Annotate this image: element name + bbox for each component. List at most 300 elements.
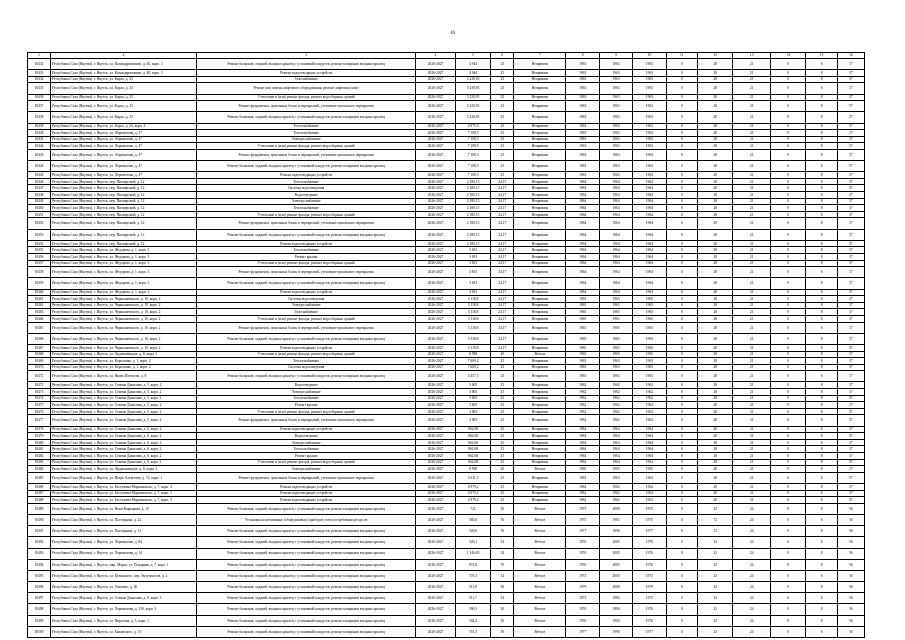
table-cell: Республика Саха (Якутия), г. Якутск, пер. Пионерский, д. 12 (50, 178, 196, 185)
column-number: 12 (697, 53, 732, 59)
table-cell: 2026-2027 (416, 267, 456, 278)
table-cell: 1962 (566, 408, 599, 415)
table-cell: 1977 (566, 626, 599, 637)
table-cell: 1964 (566, 218, 599, 229)
table-cell: 8 (806, 371, 837, 382)
table-row (28, 76, 865, 83)
table-cell: 21 (733, 408, 771, 415)
table-cell: 18484 (28, 466, 51, 473)
table-cell: 0 (770, 351, 805, 358)
column-number: 5 (455, 53, 490, 59)
table-cell: 18452 (28, 218, 51, 229)
table-cell: 8 (806, 76, 837, 83)
table-cell: 1964 (566, 260, 599, 267)
table-cell: 862,68 (455, 453, 490, 460)
table-cell: Неприватн (514, 289, 566, 296)
column-number: 1 (28, 53, 51, 59)
table-cell: 57 (837, 123, 864, 130)
table-row (28, 172, 865, 179)
table-cell: 1962 (566, 389, 599, 396)
table-cell: 8 (806, 59, 837, 70)
table-cell: 0 (666, 626, 697, 637)
table-cell: 2026-2027 (416, 497, 456, 504)
table-cell: 1964 (633, 218, 666, 229)
table-cell: 2026-2027 (416, 198, 456, 205)
table-cell: 18476 (28, 408, 51, 415)
table-row (28, 426, 865, 433)
table-cell: 57 (837, 389, 864, 396)
table-cell: 18453 (28, 229, 51, 240)
table-cell: 30 (491, 604, 514, 615)
table-cell: Республика Саха (Якутия), г. Якутск, ул. Чернышевского, д. 10, корп. 2 (50, 309, 196, 316)
table-cell: Неприватн (514, 178, 566, 185)
table-cell: 1963 (599, 112, 632, 123)
table-cell: 520,6 (455, 526, 490, 537)
table-cell: 5 230,93 (455, 101, 490, 112)
table-cell: 1964 (566, 426, 599, 433)
table-row (28, 254, 865, 261)
table-cell: 25 (491, 149, 514, 160)
table-cell: 18432 (28, 59, 51, 70)
table-cell: 2026-2027 (416, 358, 456, 365)
table-cell: Республика Саха (Якутия), г. Якутск, ул. Фёдорова, д. 1, корп. 3 (50, 267, 196, 278)
table-cell: 21 (733, 205, 771, 212)
table-cell: 1964 (566, 178, 599, 185)
table-cell: 3 653 (455, 267, 490, 278)
table-cell: Ремонт балконов, лоджий, входных крылец с установкой пандусов, ремонт козырьков входных крылец (197, 559, 416, 570)
table-cell: 57 (837, 364, 864, 371)
table-cell: 56 (837, 570, 864, 581)
table-cell: Неприватн (514, 254, 566, 261)
table-cell: 0 (666, 192, 697, 199)
table-cell: 0 (666, 358, 697, 365)
table-cell: Ремонт фундамента, цокольных балок и перекрытий, утепление цокольного перекрытия (197, 415, 416, 426)
table-cell: 3 118,8 (455, 333, 490, 344)
table-cell: Ремонт крыши (197, 254, 416, 261)
table-cell: 8 (806, 415, 837, 426)
table-cell: Ветхое (514, 503, 566, 514)
table-cell: 0 (770, 302, 805, 309)
table-cell: Электроснабжение (197, 198, 416, 205)
table-cell: 1963 (633, 112, 666, 123)
table-cell: Республика Саха (Якутия), г. Якутск, ул. Карла, д. 23 (50, 83, 196, 94)
table-cell: 21 (733, 302, 771, 309)
table-cell: 1964 (599, 218, 632, 229)
table-cell: Ветхое (514, 604, 566, 615)
capital-repair-table (27, 52, 865, 638)
table-cell: 0 (770, 446, 805, 453)
table-cell: Ремонт водоотводящих устройств (197, 70, 416, 77)
table-cell: Республика Саха (Якутия), г. Якутск, ул. Лермонтова, д. 47 (50, 161, 196, 172)
table-row (28, 218, 865, 229)
table-cell: Неприватн (514, 267, 566, 278)
table-cell: Неприватн (514, 322, 566, 333)
table-row (28, 296, 865, 303)
table-cell: 0 (666, 593, 697, 604)
table-cell: Неприватн (514, 278, 566, 289)
table-cell: 24 (733, 537, 771, 548)
column-number: 9 (599, 53, 632, 59)
table-cell: 0 (770, 626, 805, 637)
table-cell: 28 (697, 415, 732, 426)
table-cell: 3 653 (455, 254, 490, 261)
table-cell: Республика Саха (Якутия), г. Якутск, ул. Бестужева-Марлинского, д. 7, корп. 3 (50, 497, 196, 504)
table-cell: Газоснабжение (197, 76, 416, 83)
table-cell: 8 (806, 185, 837, 192)
table-cell: 28 (697, 112, 732, 123)
table-cell: Ветхое (514, 626, 566, 637)
table-cell: 2026-2027 (416, 503, 456, 514)
table-row (28, 415, 865, 426)
table-cell: 0 (666, 408, 697, 415)
table-cell: 0 (666, 309, 697, 316)
table-cell: 32 (697, 570, 732, 581)
table-cell: 25 (491, 395, 514, 402)
table-cell: 57 (837, 333, 864, 344)
table-cell: Неприватн (514, 302, 566, 309)
table-cell: 8 598 (455, 351, 490, 358)
table-cell: 1965 (566, 351, 599, 358)
table-cell: 1964 (633, 185, 666, 192)
table-cell: 34 (491, 570, 514, 581)
table-cell: 24,17 (491, 344, 514, 351)
table-cell: 57 (837, 358, 864, 365)
table-cell: 551,5 (455, 626, 490, 637)
table-cell: Республика Саха (Якутия), г. Якутск, ул. Семена Данилова, д. 5, корп. 2 (50, 389, 196, 396)
table-row (28, 315, 865, 322)
table-cell: 57 (837, 453, 864, 460)
table-cell: 1964 (599, 267, 632, 278)
table-cell: 0 (770, 185, 805, 192)
table-cell: 2008 (599, 582, 632, 593)
table-cell: Республика Саха (Якутия), г. Якутск, ул. Орджоникидзе, д. 8, корп. 1 (50, 466, 196, 473)
table-cell: 0 (770, 514, 805, 525)
table-cell: 1962 (599, 415, 632, 426)
table-cell: 21 (733, 143, 771, 150)
table-cell: 18464 (28, 315, 51, 322)
table-cell: 8 (806, 240, 837, 247)
column-number: 3 (197, 53, 416, 59)
table-row (28, 289, 865, 296)
table-cell: 18447 (28, 185, 51, 192)
table-cell: 1965 (566, 322, 599, 333)
table-cell: 2026-2027 (416, 254, 456, 261)
table-cell: Неприватн (514, 433, 566, 440)
table-cell: 1963 (599, 123, 632, 130)
table-row (28, 112, 865, 123)
table-cell: 1977 (633, 626, 666, 637)
table-cell: 28 (697, 254, 732, 261)
table-cell: 2 180,15 (455, 205, 490, 212)
table-row (28, 229, 865, 240)
table-cell: 18495 (28, 570, 51, 581)
table-cell: 1964 (566, 211, 599, 218)
table-row (28, 130, 865, 137)
table-cell: 24,17 (491, 322, 514, 333)
table-cell: 0 (666, 302, 697, 309)
table-cell: 0 (770, 559, 805, 570)
table-cell: 1963 (599, 83, 632, 94)
table-cell: 0 (666, 472, 697, 483)
table-cell: 1964 (566, 433, 599, 440)
table-cell: Ремонт балконов, лоджий, входных крылец с установкой пандусов, ремонт козырьков входных крылец (197, 582, 416, 593)
table-row (28, 351, 865, 358)
table-cell: 0 (770, 389, 805, 396)
table-cell: 2026-2027 (416, 459, 456, 466)
table-cell: 18482 (28, 453, 51, 460)
table-cell: 8 (806, 130, 837, 137)
table-cell: 57 (837, 433, 864, 440)
table-cell: Ремонт балконов, лоджий, входных крылец с установкой пандусов, ремонт козырьков входных крылец (197, 59, 416, 70)
table-cell: 0 (666, 615, 697, 626)
table-cell: 1962 (599, 402, 632, 409)
table-row (28, 260, 865, 267)
table-cell: 2026-2027 (416, 426, 456, 433)
table-cell: 2026-2027 (416, 439, 456, 446)
table-cell: 21 (733, 192, 771, 199)
table-cell: 1965 (633, 309, 666, 316)
table-cell: 0 (666, 70, 697, 77)
table-cell: 1963 (566, 472, 599, 483)
table-cell: 7 108,5 (455, 172, 490, 179)
table-cell: 1963 (566, 172, 599, 179)
table-row (28, 497, 865, 504)
table-cell: 25 (491, 143, 514, 150)
table-cell: 2026-2027 (416, 83, 456, 94)
table-cell: 1975 (566, 593, 599, 604)
table-cell: 8 (806, 402, 837, 409)
table-cell: 1964 (633, 453, 666, 460)
table-cell: 0 (770, 260, 805, 267)
table-cell: 8 (806, 172, 837, 179)
table-cell: 18449 (28, 198, 51, 205)
column-number: 7 (514, 53, 566, 59)
table-cell: 72 (697, 514, 732, 525)
table-cell: 2026-2027 (416, 161, 456, 172)
table-cell: 0 (770, 247, 805, 254)
table-cell: 1963 (566, 59, 599, 70)
table-cell: 57 (837, 267, 864, 278)
table-cell: 1963 (633, 76, 666, 83)
table-cell: Республика Саха (Якутия), г. Якутск, ул. Лермонтова, д. 84 (50, 537, 196, 548)
table-cell: 8 (806, 593, 837, 604)
table-cell: 1964 (633, 426, 666, 433)
table-cell: 0 (770, 178, 805, 185)
table-cell: 57 (837, 70, 864, 77)
table-cell: 25 (491, 112, 514, 123)
table-cell: 1965 (566, 302, 599, 309)
table-cell: 57 (837, 112, 864, 123)
table-cell: Ремонт балконов, лоджий, входных крылец с установкой пандусов, ремонт козырьков входных крылец (197, 537, 416, 548)
table-cell: 57 (837, 309, 864, 316)
table-row (28, 178, 865, 185)
table-cell: 2026-2027 (416, 472, 456, 483)
table-cell: 4 975,3 (455, 123, 490, 130)
table-cell: 1976 (633, 615, 666, 626)
table-cell: Неприватн (514, 453, 566, 460)
table-cell: 0 (770, 402, 805, 409)
table-cell: 8 (806, 192, 837, 199)
table-cell: 0 (770, 267, 805, 278)
table-cell: 1963 (599, 59, 632, 70)
table-cell: 21 (733, 426, 771, 433)
table-cell: 28 (697, 143, 732, 150)
table-row (28, 309, 865, 316)
table-cell: Ремонт балконов, лоджий, входных крылец с установкой пандусов, ремонт козырьков входных крылец (197, 333, 416, 344)
table-cell: 2026-2027 (416, 483, 456, 490)
table-cell: 0 (770, 466, 805, 473)
table-cell: 1964 (633, 229, 666, 240)
table-cell: 0 (770, 123, 805, 130)
table-cell: 3 653 (455, 289, 490, 296)
table-cell: 0 (770, 130, 805, 137)
table-cell: Республика Саха (Якутия), г. Якутск, ул. Фёдорова, д. 1, корп. 3 (50, 289, 196, 296)
table-cell: 1979 (566, 582, 599, 593)
table-row (28, 582, 865, 593)
table-cell: 18487 (28, 490, 51, 497)
table-cell: Ремонт крыши (197, 453, 416, 460)
table-cell: 18477 (28, 415, 51, 426)
table-row (28, 94, 865, 101)
table-cell: 21 (733, 101, 771, 112)
table-cell: 1983 (599, 514, 632, 525)
table-row (28, 101, 865, 112)
table-cell: 56 (837, 503, 864, 514)
table-cell: 1964 (599, 185, 632, 192)
table-cell: 1964 (633, 247, 666, 254)
table-cell: 30 (491, 615, 514, 626)
table-cell: 32 (697, 503, 732, 514)
column-number: 6 (491, 53, 514, 59)
table-cell: 24 (733, 548, 771, 559)
table-cell: Республика Саха (Якутия), г. Якутск, ул. Каландаришвили, д. 40, корп. 3 (50, 70, 196, 77)
table-cell: 21 (733, 364, 771, 371)
table-cell: Республика Саха (Якутия), г. Якутск, ул. Семена Данилова, д. 6, корп. 2 (50, 439, 196, 446)
table-cell: 8 (806, 289, 837, 296)
table-cell: 0 (770, 459, 805, 466)
table-cell: 28 (697, 402, 732, 409)
table-cell: 1963 (633, 172, 666, 179)
table-cell: Неприватн (514, 172, 566, 179)
table-cell: 32 (697, 548, 732, 559)
table-cell: 2026-2027 (416, 402, 456, 409)
table-cell: 1975 (566, 514, 599, 525)
table-cell: 1964 (633, 178, 666, 185)
table-cell: 8 (806, 94, 837, 101)
table-cell: 1963 (633, 101, 666, 112)
table-cell: 28 (697, 172, 732, 179)
table-cell: 18445 (28, 172, 51, 179)
table-cell: 1963 (566, 136, 599, 143)
table-cell: 1963 (566, 94, 599, 101)
table-cell: 24,17 (491, 192, 514, 199)
table-cell: Неприватн (514, 402, 566, 409)
table-cell: 0 (666, 198, 697, 205)
table-row (28, 136, 865, 143)
table-cell: Республика Саха (Якутия), г. Якутск, ул. Семена Данилова, д. 5, корп. 2 (50, 415, 196, 426)
table-cell: 5 230,93 (455, 76, 490, 83)
table-cell: 18444 (28, 161, 51, 172)
table-cell: 1996 (599, 626, 632, 637)
table-cell: Республика Саха (Якутия), г. Якутск, ул. Чернышевского, д. 10, корп. 2 (50, 296, 196, 303)
table-cell: 57 (837, 130, 864, 137)
table-cell: 34 (491, 593, 514, 604)
table-cell: 1964 (633, 433, 666, 440)
table-cell: 8 (806, 364, 837, 371)
table-row (28, 537, 865, 548)
table-cell: 8 (806, 439, 837, 446)
table-cell: 21 (733, 130, 771, 137)
table-cell: 21 (733, 218, 771, 229)
table-cell: 25 (491, 483, 514, 490)
table-cell: Республика Саха (Якутия), г. Якутск, пер. Пионерский, д. 12 (50, 192, 196, 199)
table-cell: Ремонт или замена лифтового оборудования, ремонт лифтовых шахт (197, 83, 416, 94)
table-cell: 0 (666, 178, 697, 185)
table-cell: 0 (770, 382, 805, 389)
table-cell: 1964 (566, 459, 599, 466)
table-cell: 0 (666, 537, 697, 548)
table-cell: Ветхое (514, 526, 566, 537)
table-cell: Неприватн (514, 315, 566, 322)
table-cell: 21 (733, 446, 771, 453)
table-cell: 18490 (28, 514, 51, 525)
table-cell: 8 (806, 296, 837, 303)
table-cell: 1962 (599, 389, 632, 396)
table-cell: 25 (491, 101, 514, 112)
table-cell: Электроснабжение (197, 302, 416, 309)
table-cell: 8 (806, 149, 837, 160)
table-cell: 18472 (28, 382, 51, 389)
table-cell: 0 (770, 198, 805, 205)
table-cell: Республика Саха (Якутия), г. Якутск, ул. Быковского, д. 10 (50, 626, 196, 637)
table-cell: 21 (733, 260, 771, 267)
table-cell: 2026-2027 (416, 260, 456, 267)
table-cell: Электроснабжение (197, 466, 416, 473)
table-row (28, 149, 865, 160)
table-cell: Ремонт водоотводящих устройств (197, 483, 416, 490)
table-cell: 28 (697, 83, 732, 94)
table-cell: 1962 (633, 395, 666, 402)
table-cell: 1963 (599, 70, 632, 77)
table-cell: 56 (837, 548, 864, 559)
table-cell: 0 (666, 604, 697, 615)
table-cell: 0 (666, 267, 697, 278)
page-number: 16 (450, 31, 455, 36)
table-cell: Ремонт балконов, лоджий, входных крылец с установкой пандусов, ремонт козырьков входных крылец (197, 615, 416, 626)
table-cell: 18479 (28, 433, 51, 440)
table-cell: Утепление и (или) ремонт фасада, ремонт водосборных зданий (197, 94, 416, 101)
table-cell: 28 (697, 296, 732, 303)
table-cell: Республика Саха (Якутия), г. Якутск, ул. Чернышевского, д. 10, корп. 2 (50, 302, 196, 309)
table-cell: 18470 (28, 364, 51, 371)
table-cell: 28 (697, 490, 732, 497)
table-cell: 2026-2027 (416, 112, 456, 123)
table-cell: 0 (666, 130, 697, 137)
table-cell: 0 (666, 548, 697, 559)
table-cell: 21 (733, 185, 771, 192)
table-cell: 18437 (28, 101, 51, 112)
table-cell: Неприватн (514, 382, 566, 389)
table-cell: 5 611,5 (455, 472, 490, 483)
table-cell: 862,68 (455, 439, 490, 446)
table-cell: 56 (837, 537, 864, 548)
table-cell: 24,17 (491, 278, 514, 289)
table-cell: Система водоотведения (197, 185, 416, 192)
table-cell: 18474 (28, 395, 51, 402)
table-cell: Ремонт балконов, лоджий, входных крылец с установкой пандусов, ремонт козырьков входных крылец (197, 593, 416, 604)
table-cell: 21 (733, 483, 771, 490)
table-cell: Неприватн (514, 296, 566, 303)
